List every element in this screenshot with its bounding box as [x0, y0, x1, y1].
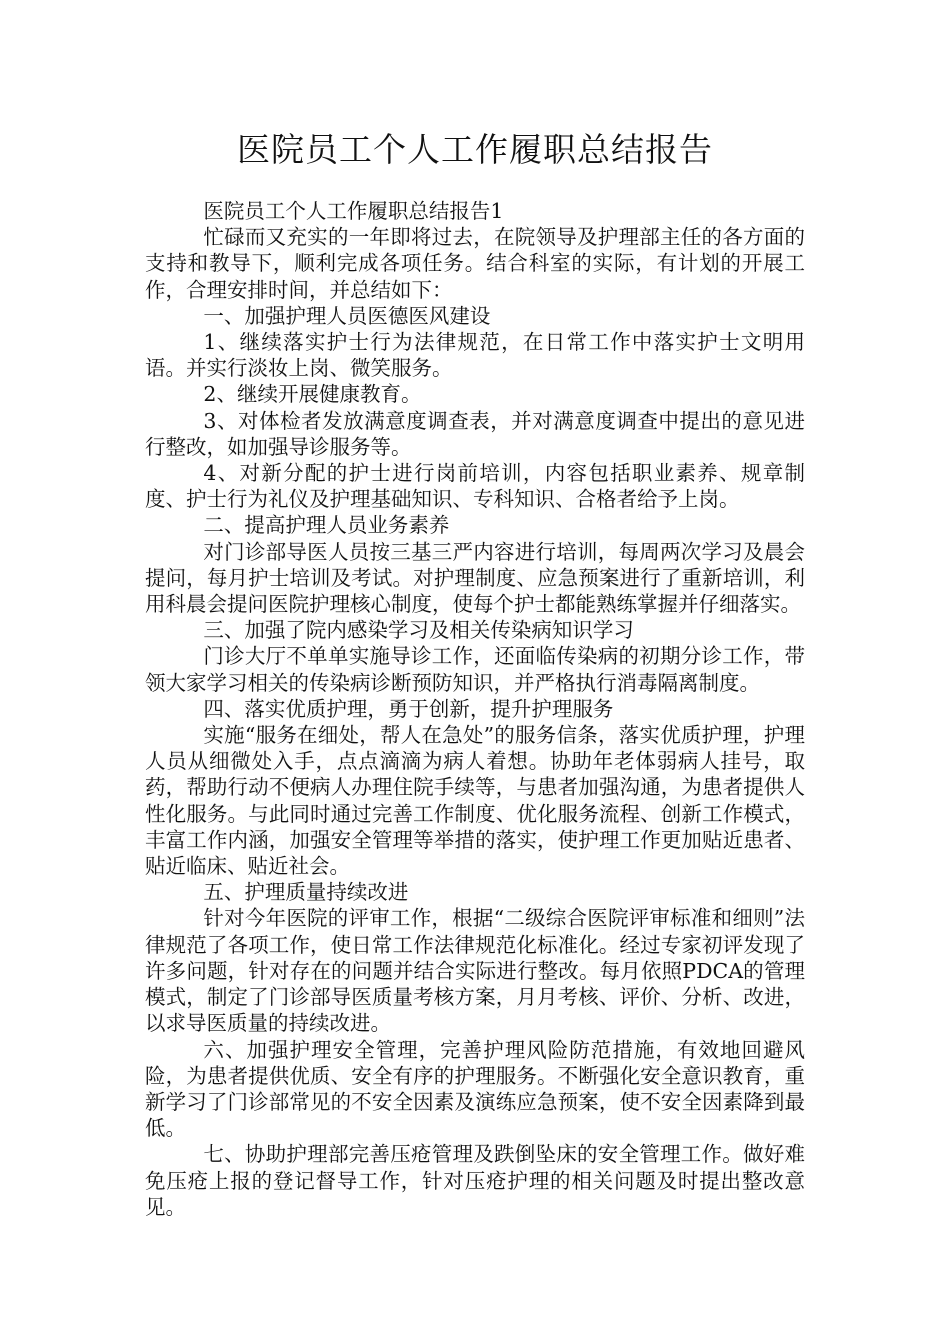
section-heading-3: 三、加强了院内感染学习及相关传染病知识学习: [203, 618, 634, 643]
section-heading-2: 二、提高护理人员业务素养: [203, 513, 450, 538]
paragraph-section-5: 针对今年医院的评审工作，根据“二级综合医院评审标准和细则”法律规范了各项工作，使日常工作法律规范化标准化。经过专家初评发现了许多问题，针对存在的问题并结合实际进行整改。每月依照PDCA的管理模式，制定了门诊部导医质量考核方案，月月考核、评价、分析、改进，以求导医质量的持续改进。: [145, 906, 805, 1036]
section-heading-5: 五、护理质量持续改进: [203, 880, 409, 905]
paragraph-section-3: 门诊大厅不单单实施导诊工作，还面临传染病的初期分诊工作，带领大家学习相关的传染病诊断预防知识，并严格执行消毒隔离制度。: [145, 644, 805, 695]
section-heading-1: 一、加强护理人员医德医风建设: [203, 303, 491, 328]
paragraph-section-7: 七、协助护理部完善压疮管理及跌倒坠床的安全管理工作。做好难免压疮上报的登记督导工作，针对压疮护理的相关问题及时提出整改意见。: [145, 1142, 805, 1219]
list-item-3: 3、对体检者发放满意度调查表，并对满意度调查中提出的意见进行整改，如加强导诊服务等。: [145, 408, 805, 459]
paragraph-intro: 忙碌而又充实的一年即将过去，在院领导及护理部主任的各方面的支持和教导下，顺利完成各项任务。结合科室的实际，有计划的开展工作，合理安排时间，并总结如下：: [145, 225, 805, 302]
document-title: 医院员工个人工作履职总结报告: [237, 130, 713, 169]
paragraph-subtitle: 医院员工个人工作履职总结报告1: [203, 199, 504, 223]
document-body: [145, 198, 805, 1220]
paragraph-section-4: 实施“服务在细处，帮人在急处”的服务信条，落实优质护理，护理人员从细微处入手，点点滴滴为病人着想。协助年老体弱病人挂号，取药，帮助行动不便病人办理住院手续等，与患者加强沟通，为患者提供人性化服务。与此同时通过完善工作制度、优化服务流程、创新工作模式，丰富工作内涵，加强安全管理等举措的落实，使护理工作更加贴近患者、贴近临床、贴近社会。: [145, 723, 805, 879]
section-heading-4: 四、落实优质护理，勇于创新，提升护理服务: [203, 696, 614, 721]
list-item-1: 1、继续落实护士行为法律规范，在日常工作中落实护士文明用语。并实行淡妆上岗、微笑服务。: [145, 330, 805, 381]
paragraph-section-2: 对门诊部导医人员按三基三严内容进行培训，每周两次学习及晨会提问，每月护士培训及考试。对护理制度、应急预案进行了重新培训，利用科晨会提问医院护理核心制度，使每个护士都能熟练掌握并仔细落实。: [145, 539, 805, 617]
paragraph-section-6: 六、加强护理安全管理，完善护理风险防范措施，有效地回避风险，为患者提供优质、安全有序的护理服务。不断强化安全意识教育，重新学习了门诊部常见的不安全因素及演练应急预案，使不安全因素降到最低。: [145, 1037, 805, 1141]
list-item-2: 2、继续开展健康教育。: [203, 382, 422, 407]
list-item-4: 4、对新分配的护士进行岗前培训，内容包括职业素养、规章制度、护士行为礼仪及护理基础知识、专科知识、合格者给予上岗。: [145, 461, 805, 512]
